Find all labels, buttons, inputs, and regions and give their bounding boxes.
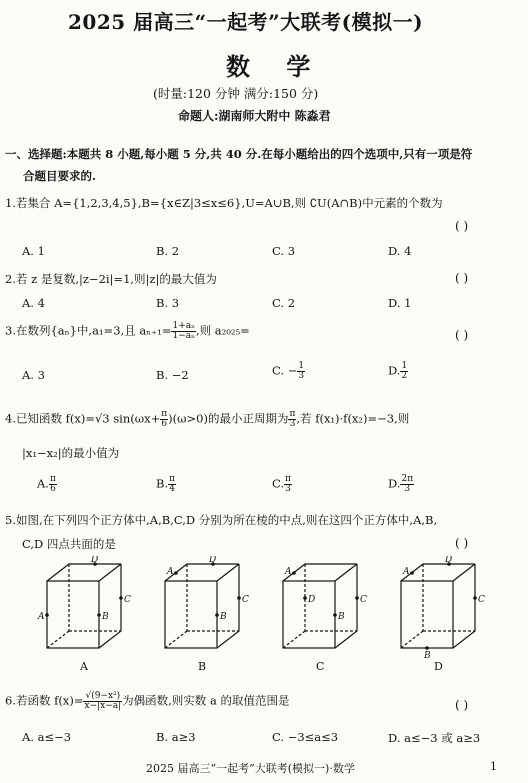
cube-c-point-a [292,571,296,575]
q6-stem-part2: 为偶函数,则实数 a 的取值范围是 [122,693,290,708]
exam-title: 2025 届高三“一起考”大联考(模拟一) [68,10,424,34]
q5-stem: 5.如图,在下列四个正方体中,A,B,C,D 分别为所在棱的中点,则在这四个正方体中,A,B, [5,513,438,527]
q1-option-d: D. 4 [388,244,412,258]
cube-d-point-c [473,596,477,600]
q4-frac2-num: π [289,409,296,419]
q4-option-b [156,475,176,494]
cube-d-point-a [410,571,414,575]
cube-c-label-a: A [285,567,292,577]
page-number: 1 [490,760,497,773]
q4-optc-fraction [284,475,292,494]
q4-optb-prefix: B. [156,476,169,491]
q6-option-b: B. a≥3 [156,730,196,744]
q3-optc-num: 1 [298,361,305,371]
cube-a-label-b: B [102,612,109,622]
q6-option-c: C. −3≤a≤3 [272,730,339,744]
q4-fraction-1 [160,410,168,429]
q2-option-a: A. 4 [22,296,45,310]
cube-a-point-c [119,596,123,600]
q1-stem: 1.若集合 A={1,2,3,4,5},B={x∈Z|3≤x≤6},U=A∪B,则 ∁U(A∩B)中元素的个数为 [5,196,443,210]
q4-option-d [388,475,414,494]
section-heading: 一、选择题:本题共 8 小题,每小题 5 分,共 40 分.在每小题给出的四个选项中,只有一项是符 [5,147,473,161]
q1-option-c: C. 3 [272,244,296,258]
cube-d-label-c: C [478,595,485,605]
q3-answer-paren: ( ) [455,328,469,342]
q6-answer-paren: ( ) [455,698,469,712]
q4-opta-num: π [49,474,56,484]
q6-option-d: D. a≤−3 或 a≥3 [388,731,481,745]
q5-answer-paren: ( ) [455,536,469,550]
q4-optd-prefix: D. [388,476,401,491]
q2-answer-paren: ( ) [455,271,469,285]
q4-frac1-den: 6 [161,419,168,429]
q3-option-c [272,362,305,381]
q4-optd-num: 2π [401,474,414,484]
footer-text: 2025 届高三“一起考”大联考(模拟一)·数学 [146,762,355,775]
q3-optc-prefix: C. − [272,363,298,378]
q4-option-a [37,475,57,494]
q4-stem-part3: ,若 f(x₁)·f(x₂)=−3,则 [296,411,410,426]
q1-option-a: A. 1 [22,244,45,258]
cube-d-point-b [425,646,429,650]
q4-optc-num: π [285,474,291,484]
q3-optd-den: 2 [401,371,408,381]
q3-optd-prefix: D. [388,363,401,378]
cube-a-label-d: D [91,556,99,565]
q3-optd-num: 1 [401,361,408,371]
cube-b-point-a [174,571,178,575]
q3-stem-part2: ,则 a₂₀₂₅= [196,323,250,338]
cube-b [165,564,239,648]
q3-option-a: A. 3 [22,368,45,382]
author-line: 命题人:湖南师大附中 陈淼君 [178,109,331,123]
cube-b-label-c: C [242,595,249,605]
q6-option-a: A. a≤−3 [22,730,72,744]
q1-option-b: B. 2 [156,244,180,258]
q5-stem-line2: C,D 四点共面的是 [22,537,116,551]
q3-frac-denominator: 1−aₙ [172,331,195,341]
q4-frac1-num: π [161,409,168,419]
cube-d-label-a: A [403,567,410,577]
q4-optc-prefix: C. [272,476,285,491]
cube-figures [0,556,528,676]
cube-b-caption: B [198,660,207,673]
q4-stem-part1: 4.已知函数 f(x)=√3 sin(ωx+ [5,411,161,426]
cube-b-label-a: A [167,567,174,577]
q3-option-d [388,362,408,381]
q1-answer-paren: ( ) [455,219,469,233]
cube-a [47,564,121,648]
cube-c-label-c: C [360,595,367,605]
q4-optc-den: 3 [285,484,291,494]
q4-optd-fraction [400,475,414,494]
q2-stem: 2.若 z 是复数,|z−2i|=1,则|z|的最大值为 [5,272,217,286]
subject-title: 数 学 [226,52,325,81]
cube-a-point-a [45,613,49,617]
cube-c-label-b: B [338,612,345,622]
cube-d-label-d: D [445,556,453,565]
cube-c-label-d: D [308,595,316,605]
time-score: (时量:120 分钟 满分:150 分) [153,86,319,101]
cube-a-caption: A [80,660,88,673]
cube-b-point-b [215,613,219,617]
q2-option-b: B. 3 [156,296,180,310]
cube-b-label-b: B [220,612,227,622]
q4-frac2-den: 3 [289,419,296,429]
cube-c-point-d [303,596,307,600]
q3-stem-part1: 3.在数列{aₙ}中,a₁=3,且 aₙ₊₁= [5,323,172,338]
q4-opta-den: 6 [50,484,56,494]
q4-option-c [272,475,292,494]
q3-optd-fraction [400,362,408,381]
q3-fraction [171,322,196,341]
q6-frac-denominator: x−|x−a| [84,701,122,711]
cube-c-caption: C [316,660,325,673]
q4-stem-part2: )(ω>0)的最小正周期为 [168,411,289,426]
q6-fraction [83,692,122,711]
cube-a-label-c: C [124,595,131,605]
q4-optb-fraction [168,475,176,494]
q4-stem-line2: |x₁−x₂|的最小值为 [22,446,120,460]
q4-opta-prefix: A. [37,476,49,491]
q6-stem-part1: 6.若函数 f(x)= [5,693,84,708]
cube-b-label-d: D [209,556,217,565]
cube-d [401,564,475,648]
q6-frac-numerator: √(9−x²) [85,691,121,701]
cube-a-label-a: A [38,612,45,622]
cube-c-point-b [333,613,337,617]
section-heading-cont: 合题目要求的. [23,169,97,183]
q2-option-c: C. 2 [272,296,296,310]
q3-optc-fraction [297,362,305,381]
cube-c-point-c [355,596,359,600]
q4-optb-den: 4 [169,484,175,494]
cube-b-point-c [237,596,241,600]
q3-optc-den: 3 [298,371,305,381]
q4-optb-num: π [169,474,176,484]
q4-opta-fraction [49,475,57,494]
q3-stem [5,322,250,341]
cube-c [283,564,357,648]
cube-d-label-b: B [424,651,431,661]
q6-stem [5,692,289,711]
cube-d-caption: D [434,660,443,673]
q3-option-b: B. −2 [156,368,189,382]
cube-a-point-b [97,613,101,617]
q4-optd-den: 3 [404,484,411,494]
q2-option-d: D. 1 [388,296,412,310]
q4-stem [5,410,409,429]
q3-frac-numerator: 1+aₙ [172,321,195,331]
